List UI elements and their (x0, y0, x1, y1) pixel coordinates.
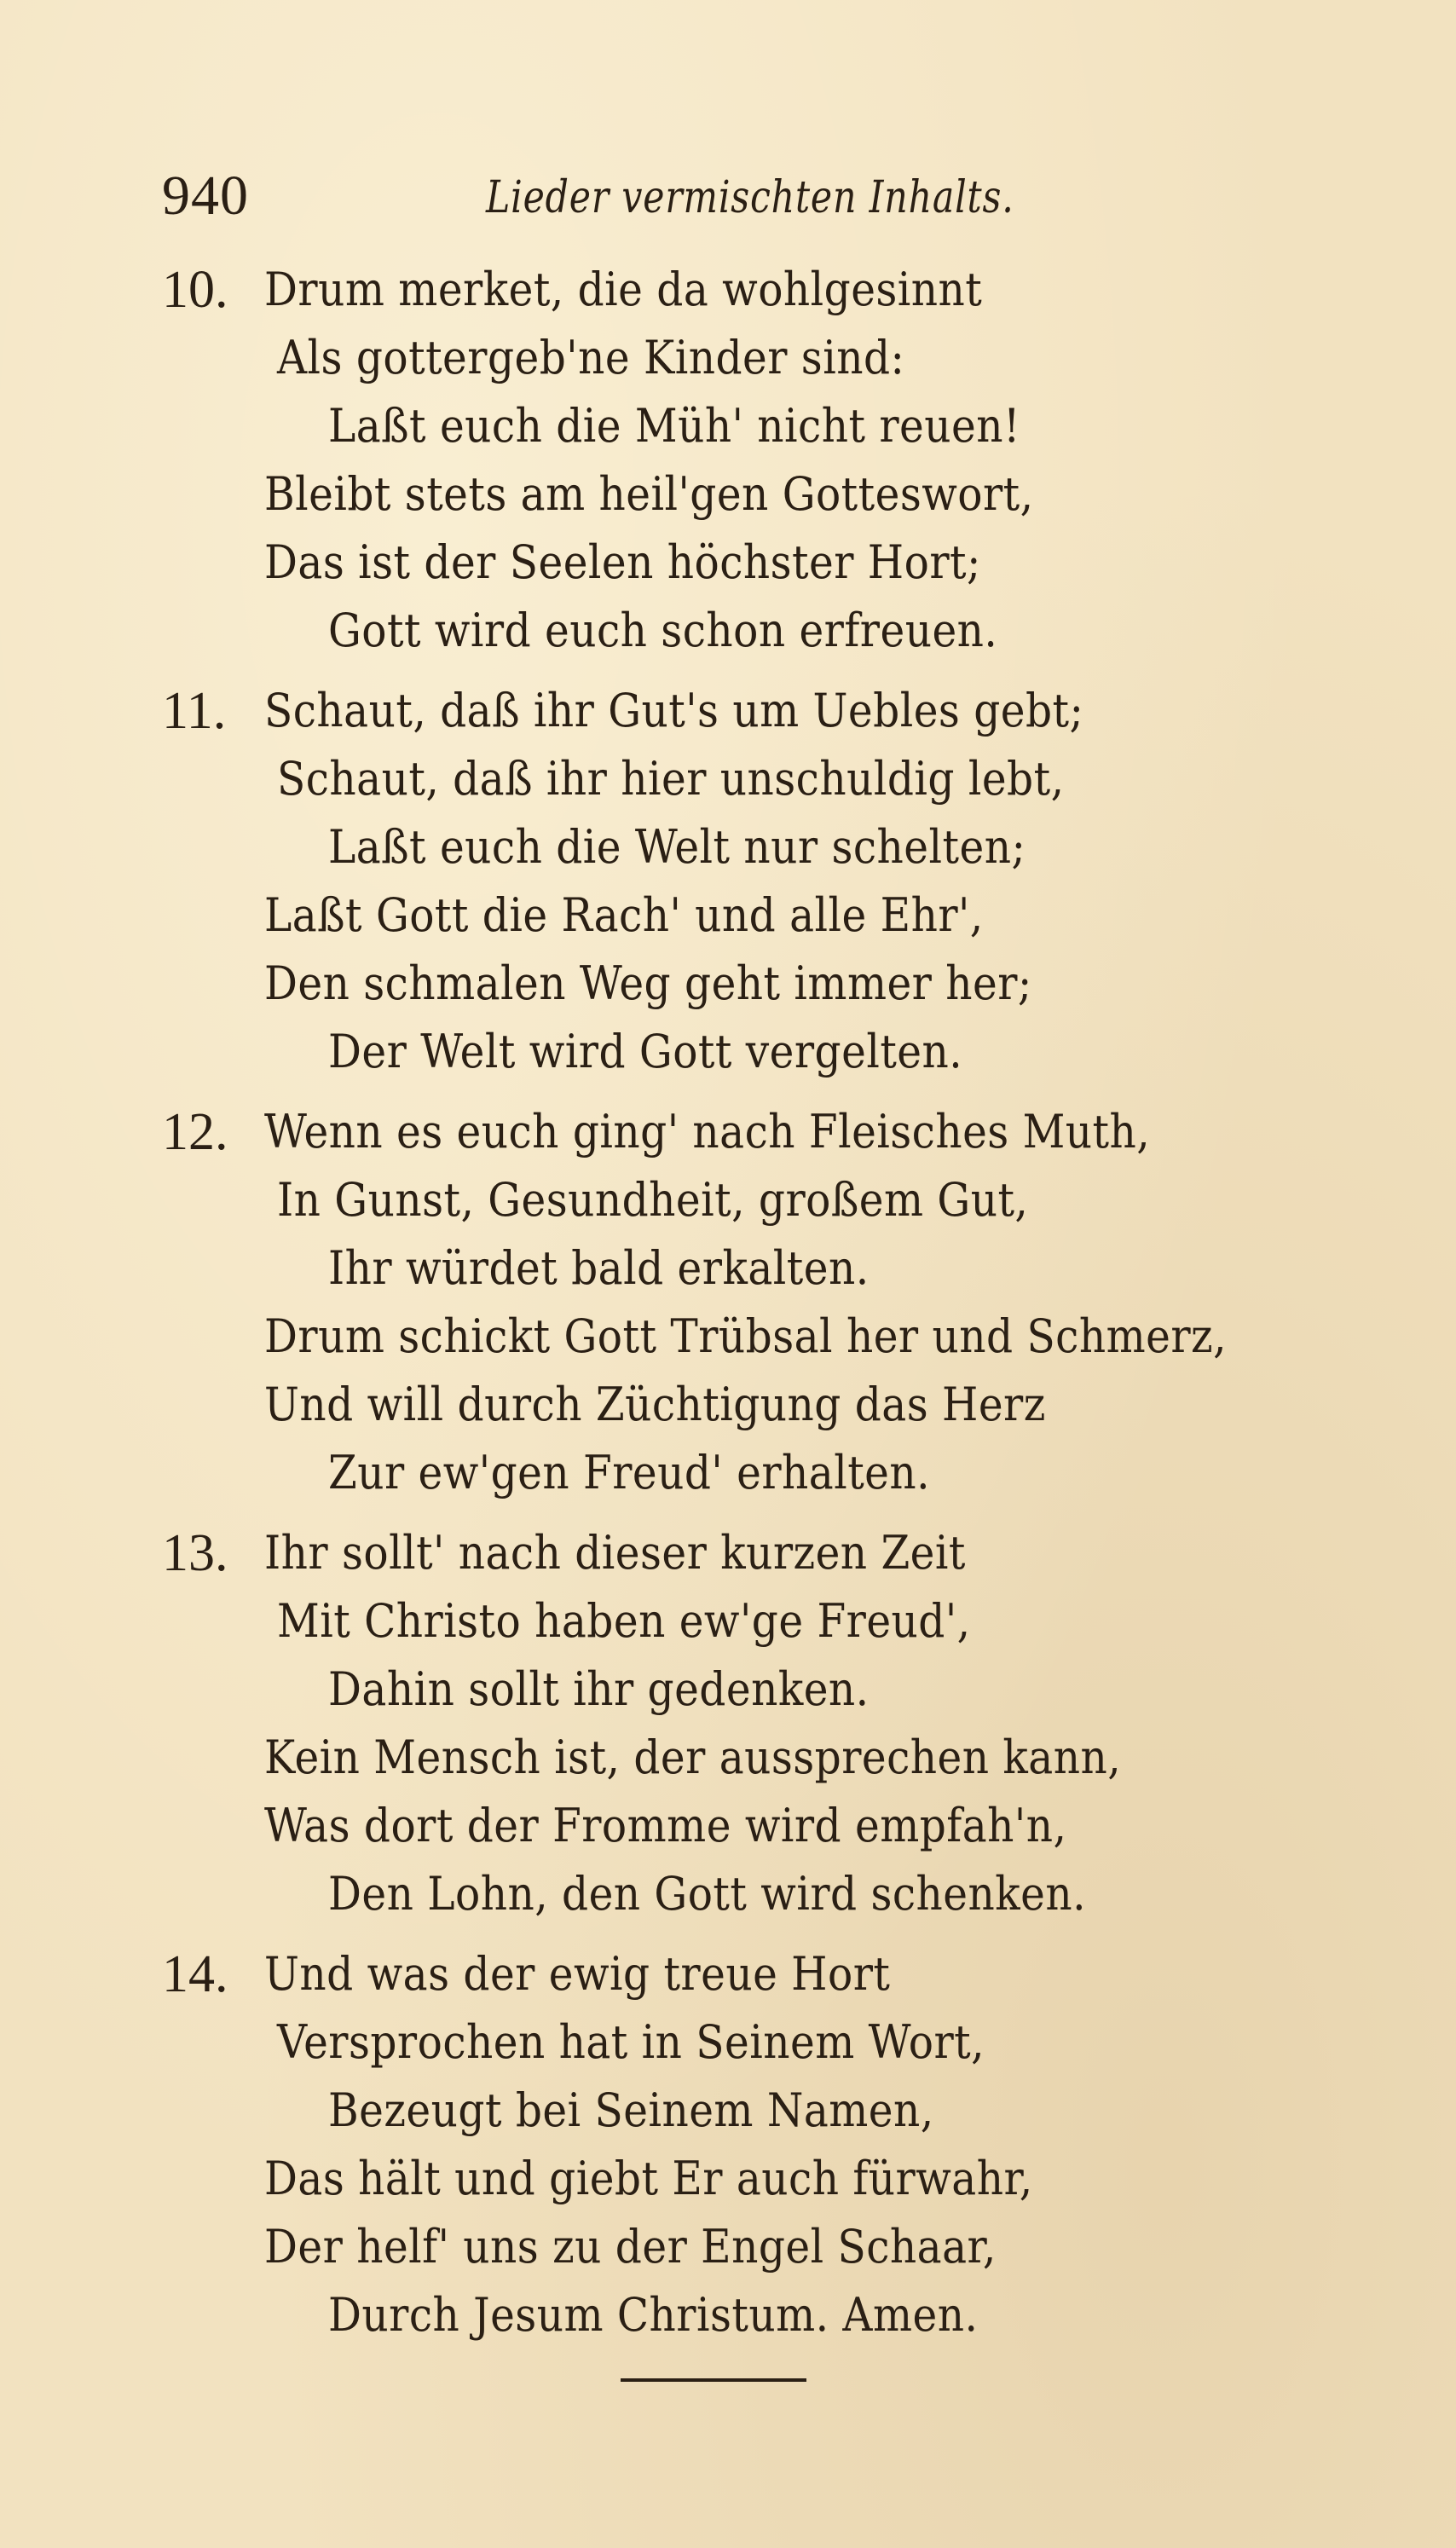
verse-line: Der helf' uns zu der Engel Schaar, (264, 2220, 997, 2274)
verse-line: Gott wird euch schon erfreuen. (328, 604, 998, 657)
verse-line: Und will durch Züchtigung das Herz (264, 1378, 1046, 1431)
verse-line: In Gunst, Gesundheit, großem Gut, (277, 1173, 1029, 1227)
page-header (162, 162, 1083, 239)
verse-line: Dahin sollt ihr gedenken. (328, 1662, 870, 1716)
verse-line: Laßt euch die Müh' nicht reuen! (328, 399, 1020, 453)
stanza-13 (162, 1519, 1398, 1928)
verse-line: Der Welt wird Gott vergelten. (328, 1025, 963, 1078)
verse-line: Laßt Gott die Rach' und alle Ehr', (264, 888, 984, 942)
verse-line: Durch Jesum Christum. Amen. (328, 2288, 979, 2342)
verse-line: Drum merket, die da wohlgesinnt (264, 263, 983, 316)
verse-line: Das ist der Seelen höchster Hort; (264, 535, 981, 589)
page-number: 940 (162, 165, 249, 227)
stanza-number: 13. (162, 1524, 228, 1582)
verse-line: Versprochen hat in Seinem Wort, (277, 2015, 985, 2069)
verse-line: Ihr würdet bald erkalten. (328, 1241, 870, 1295)
verse-line: Was dort der Fromme wird empfah'n, (264, 1799, 1067, 1852)
verse-line: Den Lohn, den Gott wird schenken. (328, 1867, 1086, 1921)
stanza-number: 11. (162, 682, 227, 740)
verse-line: Den schmalen Weg geht immer her; (264, 956, 1032, 1010)
verse-line: Kein Mensch ist, der aussprechen kann, (264, 1730, 1122, 1784)
stanza-11 (162, 677, 1398, 1086)
verse-line: Laßt euch die Welt nur schelten; (328, 820, 1026, 874)
verse-line: Wenn es euch ging' nach Fleisches Muth, (264, 1105, 1151, 1158)
verse-line: Drum schickt Gott Trübsal her und Schmerz, (264, 1309, 1227, 1363)
verse-line: Bezeugt bei Seinem Namen, (328, 2083, 934, 2137)
verse-line: Bleibt stets am heil'gen Gotteswort, (264, 467, 1034, 521)
closing-rule (621, 2378, 806, 2382)
stanza-number: 10. (162, 261, 228, 319)
stanza-14 (162, 1940, 1398, 2349)
verse-line: Zur ew'gen Freud' erhalten. (328, 1446, 931, 1499)
verse-line: Das hält und giebt Er auch fürwahr, (264, 2152, 1033, 2205)
stanza-12 (162, 1098, 1398, 1507)
verse-line: Mit Christo haben ew'ge Freud', (277, 1594, 971, 1648)
verse-line: Als gottergeb'ne Kinder sind: (277, 331, 905, 384)
running-title: Lieder vermischten Inhalts. (486, 172, 1014, 223)
verse-line: Ihr sollt' nach dieser kurzen Zeit (264, 1526, 966, 1580)
verse-line: Schaut, daß ihr hier unschuldig lebt, (277, 752, 1065, 806)
hymn-text (162, 256, 1398, 2361)
stanza-number: 14. (162, 1945, 228, 2003)
stanza-number: 12. (162, 1103, 228, 1161)
verse-line: Und was der ewig treue Hort (264, 1947, 891, 2001)
stanza-10 (162, 256, 1398, 665)
verse-line: Schaut, daß ihr Gut's um Uebles gebt; (264, 684, 1084, 737)
